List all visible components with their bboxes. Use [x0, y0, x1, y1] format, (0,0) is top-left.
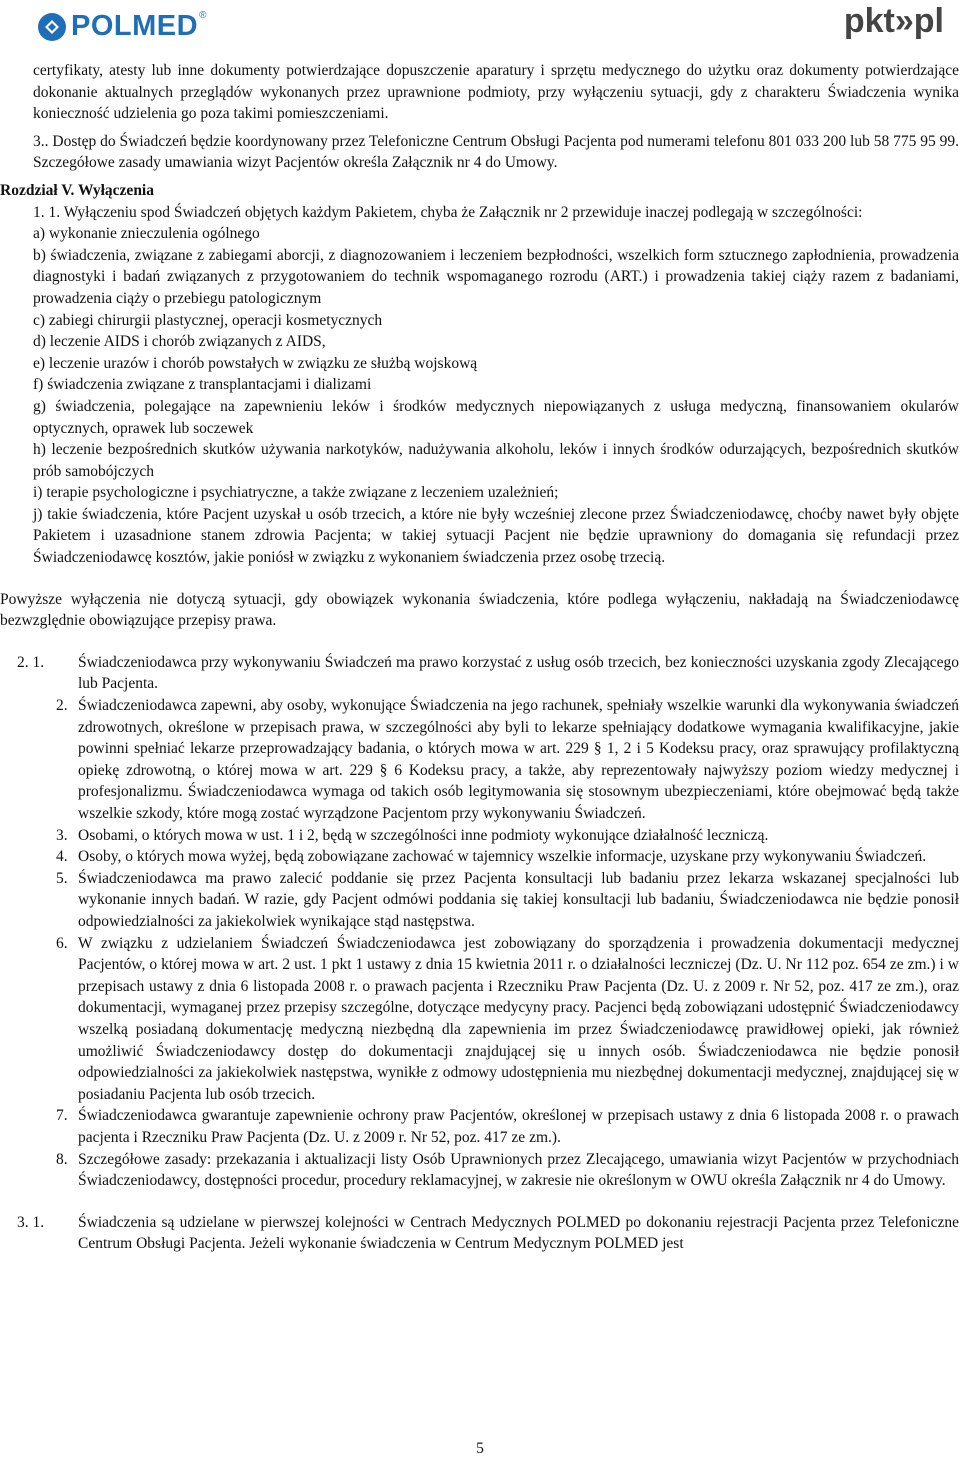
- polmed-logo: [38, 10, 206, 43]
- exclusion-item-i: i) terapie psychologiczne i psychiatryczne, a także związane z leczeniem uzależnień;: [33, 484, 559, 502]
- list-number: 8.: [56, 1150, 68, 1168]
- list-number: 7.: [56, 1107, 68, 1125]
- list-item-5: [56, 868, 959, 933]
- list-number: 3.: [56, 826, 68, 844]
- page-header: [0, 0, 960, 50]
- polmed-logo-text: POLMED: [71, 10, 199, 42]
- list-item-text: Osoby, o których mowa wyżej, będą zobowiązane zachować w tajemnicy wszelkie informacje, uzyskane przy wykonywaniu Świadczeń.: [78, 848, 927, 866]
- exclusion-item-f: f) świadczenia związane z transplantacjami i dializami: [33, 376, 372, 394]
- list-number: 5.: [56, 869, 68, 887]
- list-item-2-1: [17, 652, 959, 695]
- document-body: [0, 60, 960, 1255]
- exclusion-item-d: d) leczenie AIDS i chorób związanych z AIDS,: [33, 333, 326, 351]
- exclusion-item-a: a) wykonanie znieczulenia ogólnego: [33, 225, 260, 243]
- list-item-text: W związku z udzielaniem Świadczeń Świadczeniodawca jest zobowiązany do sporządzenia i prowadzenia dokumentacji medycznej Pacjentów, o której mowa w art. 2 ust. 1 pkt 1 ustawy z dnia 15 kwietnia 2011 r. o działalności leczniczej (Dz. U. Nr 112 poz. 654 ze zm.) i w przepisach ustawy z dnia 6 listopada 2008 r. o prawach pacjenta i Rzeczniku Praw Pacjenta (Dz. U. z 2009 r. Nr 52, poz. 417 ze zm.), oraz dokumentacji, wymaganej przez przepisy szczególne, dotyczące medycyny pracy. Pacjenci będą zobowiązani udostępnić Świadczeniodawcy wszelką posiadaną dokumentację medyczną niezbędną dla zapewnienia im przez Świadczeniodawcę prawidłowej opieki, jak również umożliwić Świadczeniodawcy dostęp do dokumentacji znajdującej się u innych osób. Świadczeniodawca nie będzie ponosił odpowiedzialności za jakiekolwiek następstwa, wynikłe z odmowy udostępnienia mu niezbędnej dokumentacji medycznej, znajdującej się w posiadaniu Pacjenta lub osób trzecich.: [78, 934, 959, 1103]
- paragraph-certyfikaty: certyfikaty, atesty lub inne dokumenty potwierdzające dopuszczenie aparatury i sprzętu medycznego do użytku oraz dokumenty potwierdzające dokonanie aktualnych przeglądów wykonanych przez uprawnione podmioty, przy wyłączeniu sytuacji, gdy z charakteru Świadczenia wynika konieczność udzielenia go poza takimi pomieszczeniami.: [33, 62, 959, 123]
- exclusion-item-c: c) zabiegi chirurgii plastycznej, operacji kosmetycznych: [33, 311, 383, 329]
- list-item-8: [56, 1149, 959, 1192]
- list-number: 2. 1.: [17, 653, 45, 671]
- exclusions-intro: 1. 1. Wyłączeniu spod Świadczeń objętych każdym Pakietem, chyba że Załącznik nr 2 przewiduje inaczej podlegają w szczególności:: [33, 203, 863, 221]
- pktpl-logo: [844, 2, 944, 41]
- list-item-3-1: [17, 1212, 959, 1255]
- list-item-text: Świadczeniodawca gwarantuje zapewnienie ochrony praw Pacjentów, określonej w przepisach ustawy z dnia 6 listopada 2008 r. o prawach pacjenta i Rzeczniku Praw Pacjenta (Dz. U. z 2009 r. Nr 52, poz. 417 ze zm.).: [78, 1107, 959, 1146]
- list-item-6: [56, 933, 959, 1106]
- registered-mark: ®: [199, 10, 207, 21]
- list-item-4: [56, 846, 959, 868]
- exclusion-item-e: e) leczenie urazów i chorób powstałych w związku ze służbą wojskową: [33, 354, 478, 372]
- exclusion-item-h: h) leczenie bezpośrednich skutków używania narkotyków, nadużywania alkoholu, leków i innych środków odurzających, bezpośrednich skutków prób samobójczych: [33, 441, 959, 480]
- list-item-text: Szczegółowe zasady: przekazania i aktualizacji listy Osób Uprawnionych przez Zlecającego, umawiania wizyt Pacjentów w przychodniach Świadczeniodawcy, dostępności procedur, procedury reklamacyjnej, w zakresie nie określonym w OWU określa Załącznik nr 4 do Umowy.: [78, 1150, 959, 1190]
- exclusion-item-g: g) świadczenia, polegające na zapewnieniu leków i środków medycznych niepowiązanych z usługa medyczną, finansowaniem okularów optycznych, oprawek lub soczewek: [33, 397, 959, 437]
- list-item-text: Świadczeniodawca zapewni, aby osoby, wykonujące Świadczenia na jego rachunek, spełniały wszelkie warunki dla wykonywania świadczeń zdrowotnych, określone w przepisach prawa, w szczególności aby byli to lekarze spełniający dodatkowe wymagania kwalifikacyjne, jakie powinni spełniać lekarze przeprowadzający badania, o których mowa w art. 229 § 1, 2 i 5 Kodeksu pracy, oraz sprawujący profilaktyczną opiekę zdrowotną, o której mowa w art. 229 § 6 Kodeksu pracy, a także, aby reprezentowały najwyższy poziom wiedzy medycznej i profesjonalizmu. Świadczeniodawca wymaga od takich osób legitymowania się stosownym ubezpieczeniami, które obejmować będą także wszelkie szkody, które mogą zostać wyrządzone Pacjentom przy wykonywaniu Świadczeń.: [78, 697, 959, 822]
- paragraph-3: 3.. Dostęp do Świadczeń będzie koordynowany przez Telefoniczne Centrum Obsługi Pacjenta pod numerami telefonu 801 033 200 lub 58 775 95 99. Szczegółowe zasady umawiania wizyt Pacjentów określa Załącznik nr 4 do Umowy.: [33, 132, 959, 172]
- list-item-text: Osobami, o których mowa w ust. 1 i 2, będą w szczególności inne podmioty wykonujące działalność leczniczą.: [78, 826, 769, 844]
- list-item-2: [56, 695, 959, 825]
- list-number: 6.: [56, 934, 68, 952]
- paragraph-powyzsze: Powyższe wyłączenia nie dotyczą sytuacji, gdy obowiązek wykonania świadczenia, które podlega wyłączeniu, nakładają na Świadczeniodawcę bezwzględnie obowiązujące przepisy prawa.: [0, 590, 959, 630]
- polmed-emblem-icon: [38, 13, 66, 41]
- list-item-text: Świadczeniodawca ma prawo zalecić poddanie się przez Pacjenta konsultacji lub badaniu przez lekarza wskazanej specjalności lub wykonanie innych badań. W razie, gdy Pacjent odmówi poddania się takiej konsultacji lub badaniu, Świadczeniodawca nie będzie ponosił odpowiedzialności za jakiekolwiek wynikające stąd następstwa.: [78, 869, 959, 930]
- list-number: 3. 1.: [17, 1213, 45, 1231]
- list-item-3: [56, 825, 959, 847]
- exclusion-item-b: b) świadczenia, związane z zabiegami aborcji, z diagnozowaniem i leczeniem bezpłodności, wszelkich form sztucznego zapłodnienia, prowadzenia diagnostyki i badań związanych z przygotowaniem do technik wspomaganego rozrodu (ART.) i prowadzenia takiej ciąży razem z badaniami, prowadzenia ciąży o przebiegu patologicznym: [33, 246, 959, 307]
- list-number: 4.: [56, 848, 68, 866]
- pktpl-logo-text: pkt»pl: [843, 2, 944, 40]
- list-item-text: Świadczeniodawca przy wykonywaniu Świadczeń ma prawo korzystać z usług osób trzecich, bez konieczności uzyskania zgody Zlecającego lub Pacjenta.: [78, 653, 959, 693]
- list-item-7: [56, 1105, 959, 1148]
- exclusion-item-j: j) takie świadczenia, które Pacjent uzyskał u osób trzecich, a które nie były wcześniej zlecone przez Świadczeniodawcę, choćby nawet były objęte Pakietem i uzasadnione stanem zdrowia Pacjenta; w takiej sytuacji Pacjent nie będzie uprawniony do domagania się refundacji przez Świadczeniodawcę kosztów, jakie poniósł w związku z wykonaniem świadczenia przez osobę trzecią.: [33, 505, 959, 567]
- page-number: 5: [476, 1440, 484, 1457]
- section-heading: Rozdział V. Wyłączenia: [0, 181, 154, 199]
- list-item-text: Świadczenia są udzielane w pierwszej kolejności w Centrach Medycznych POLMED po dokonaniu rejestracji Pacjenta przez Telefoniczne Centrum Obsługi Pacjenta. Jeżeli wykonanie świadczenia w Centrum Medycznym POLMED jest: [78, 1213, 959, 1253]
- list-number: 2.: [56, 697, 68, 715]
